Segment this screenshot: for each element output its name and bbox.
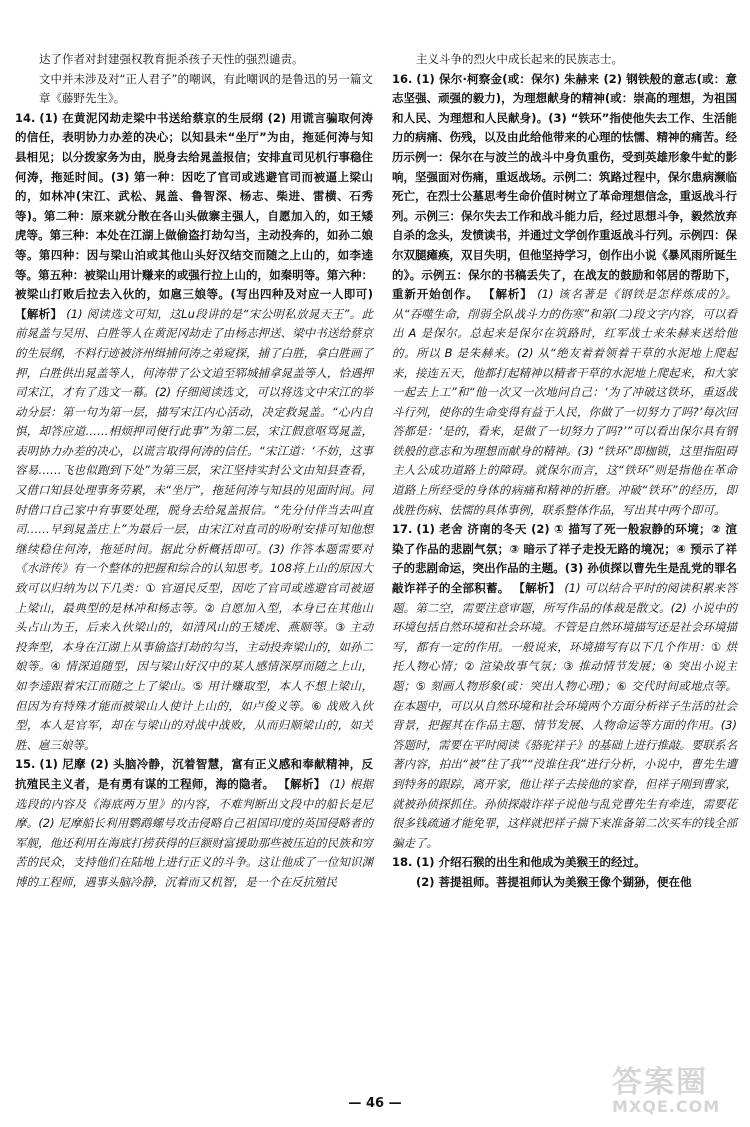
q18-tail: (2) 菩提祖师。菩提祖师认为美猴王像个猢狲，便在他 xyxy=(416,874,692,889)
analysis-text: (1) 根据选段的内容及《海底两万里》的内容，不难判断出文段中的船长是尼摩。(2) 尼摩船长利用鹦鹉螺号攻击侵略自己祖国印度的英国侵略者的军舰，他还利用在海底打捞获得的巨额财富援助那些被压迫的民族和穷苦的民众，支持他们在陆地上进行正义的斗争。这让他成了一位知识渊博的工程师，遇事头脑冷静，沉着而又机智，是一个在反抗殖民 xyxy=(15,776,374,889)
analysis-tag: 【解析】 xyxy=(278,776,326,791)
q13-tail-line-1: 达了作者对封建强权教育扼杀孩子天性的强烈谴责。 xyxy=(39,52,304,66)
answer-text: (1) 在黄泥冈劫走梁中书送给蔡京的生辰纲 (2) 用谎言骗取何涛的信任，表明协力办差的决心；以知县未“坐厅”为由，拖延何涛与知县相见；以分拨家务为由，脱身去给晁盖报信；安排直司见机行事稳住何涛，拖延时间。(3) 第一种：因吃了官司或逃避官司而被逼上梁山的，如林冲(宋江、武松、晁盖、鲁智深、杨志、柴进、雷横、石秀等)。第二种：原来就分散在各山头做寨主强人，自愿加入的，如王矮虎等。第三种：本处在江湖上做偷盗打劫勾当，主动投奔的，如孙二娘等。第四种：因与梁山泊或其他山头好汉结交而随之上山的，如李逵等。第五种：被梁山用计赚来的或强行拉上山的，如秦明等。第六种：被梁山打败后拉去入伙的，如扈三娘等。(写出四种及对应一人即可) xyxy=(15,110,374,302)
watermark-text: 答案圈 xyxy=(612,1065,708,1100)
analysis-text: (1) 阅读选文可知，这Lu段讲的是“宋公明私放晁天王”。此前晁盖与吴用、白胜等人在黄泥冈劫走了由杨志押送、梁中书送给蔡京的生辰纲，不料行迹被济州缉捕何涛之弟窥探，捕了白胜，拿白胜画了押，白胜供出晁盖等人，何涛带了公文追至郓城捕拿晁盖等人，恰遇押司宋江，才有了选文一幕。(2) 仔细阅读选文，可以将选文中宋江的举动分层：第一句为第一层，描写宋江内心活动，决定救晁盖。“心内自惧，却答应道……相烦押司便行此事”为第二层，宋江假意呕骂晁盖，表明协力办差的决心，以谎言取得何涛的信任。“宋江道：‘不妨，这事容易……飞也似跑到下处”为第三层，宋江坚持实封公文由知县查看，又借口知县处理事务劳累，未“坐厅”，拖延何涛与知县的见面时间。同时借口自己家中有事要处理，脱身去给晁盖报信。“先分付伴当去叫直司……早到晁盖庄上”为最后一层，由宋江对直司的吩咐安排可知他想继续稳住何涛，拖延时间。据此分析概括即可。(3) 作答本题需要对《水浒传》有一个整体的把握和综合的认知思考。108将上山的原因大致可以归纳为以下几类：① 官逼民反型，因吃了官司或逃避官司被逼上梁山，最典型的是林冲和杨志等。② 自愿加入型，本身已在其他山头占山为王，后来入伙梁山的，如清风山的王矮虎、燕顺等。③ 主动投奔型，本身在江湖上从事偷盗打劫的勾当，主动投奔梁山的，如孙二娘等。④ 情深追随型，因与梁山好汉中的某人感情深厚而随之上山，如李逵跟着宋江而随之上了梁山。⑤ 用计赚取型，本人不想上梁山，但因为有特殊才能而被梁山人使计上山的，如卢俊义等。⑥ 战败入伙型，本人是官军，却在与梁山的对战中战败，从而归顺梁山的，如关胜、扈三娘等。 xyxy=(15,306,374,752)
question-number: 14. xyxy=(15,110,36,125)
question-number: 15. xyxy=(15,757,36,772)
watermark-logo xyxy=(612,1067,742,1119)
analysis-text: (1) 该名著是《钢铁是怎样炼成的》。从“吞噬生命，削弱全队战斗力的伤寒”和第(二)段文字内容，可以看出 A 是保尔。总起来是保尔在筑路时，红军战士来朱赫来送给他的。所以 B 是朱赫来。(2) 从“绝友着着领着干草的水泥地上爬起来，接连五天，他都打起精神以精者干草的水泥地上爬起来，和大家一起去上工”和“他一次又一次地问自己：‘为了冲破这铁环，重返战斗行列，使你的生命变得有益于人民，你做了一切努力了吗?’每次回答都是：‘是的，看来，是做了一切努力了吗?’”可以看出保尔具有钢铁般的意志和为理想而献身的精神。(3) “铁环”即枷锁，这里指阻碍主人公成功道路上的障碍。就保尔而言，这“铁环”则是指他在革命道路上所经受的身体的病痛和精神的折磨。冲破“铁环”的经历，即战胜伤病、怯懦的具体事例，联系整体作品，写出其中两个即可。 xyxy=(392,287,737,517)
answer-text: (1) 尼摩 (2) 头脑冷静，沉着智慧，富有正义感和奉献精神，反抗殖民主义者，是有勇有谋的工程师，海的隐者。 xyxy=(15,757,374,791)
question-16 xyxy=(392,70,737,521)
q13-tail-line-2: 文中并未涉及对“正人君子”的嘲讽，有此嘲讽的是鲁迅的另一篇文章《藤野先生》。 xyxy=(39,71,373,106)
answer-text: (1) 介绍石猴的出生和他成为美猴王的经过。 xyxy=(416,855,646,870)
analysis-text: (1) 可以结合平时的阅读积累来答题。第二空，需要注意审题，所写作品的体裁是散文。(2) 小说中的环境包括自然环境和社会环境。不管是自然环境描写还是社会环境描写，都有一定的作用。一般说来，环境描写有以下几个作用：① 烘托人物心情；② 渲染故事气氛；③ 推动情节发展；④ 突出小说主题；⑤ 刻画人物形象(或：突出人物心理)；⑥ 交代时间或地点等。在本题中，可以从自然环境和社会环境两个方面分析祥子生活的社会背景，把握其在作品主题、情节发展、人物命运等方面的作用。(3) 答题时，需要在平时阅读《骆驼祥子》的基础上进行推敲。要联系名著内容，拍出“被”往了我”“没谁住我”进行分析，小说中，曹先生遭到特务的跟踪，离开家，他让祥子去接他的家眷，但祥子刚到曹家，就被孙侦探抓住。孙侦探敲诈祥子说他与乱党曹先生有牵连，需要花很多钱疏通才能免罪，这样就把祥子揣下来准备第二次买车的钱全部骗走了。 xyxy=(392,581,737,850)
watermark-url: MXQE.COM xyxy=(612,1097,721,1116)
answer-text: (1) 老舍 济南的冬天 (2) ① 描写了死一般寂静的环境；② 渲染了作品的悲剧气氛；③ 暗示了祥子走投无路的境况；④ 预示了祥子的悲剧命运，突出作品的主题。(3) 孙侦探以曹先生是乱党的罪名敲诈祥子的全部积蓄。 xyxy=(392,522,737,596)
q15-tail: 主义斗争的烈火中成长起来的民族志士。 xyxy=(416,52,623,66)
question-number: 18. xyxy=(392,855,413,870)
question-17 xyxy=(392,520,737,853)
question-18 xyxy=(392,853,737,873)
analysis-tag: 【解析】 xyxy=(513,581,561,596)
answer-text: (1) 保尔·柯察金(或：保尔) 朱赫来 (2) 钢铁般的意志(或：意志坚强、顽强的毅力)，为理想献身的精神(或：崇高的理想，为祖国和人民、为理想和人民献身)。(3) “铁环”指使他失去工作、生活能力的病痛、伤残，以及由此给他带来的心理的怯懦、精神的痛苦。经历示例一：保尔在与波兰的战斗中身负重伤，受到英雄形象牛虻的影响，坚强面对伤痛，重返战场。示例二：筑路过程中，保尔患病濒临死亡，在烈士公墓思考生命价值时树立了革命理想信念，重返战斗行列。示例三：保尔失去工作和战斗能力后，经过思想斗争，毅然放弃自杀的念头，发愤读书，并通过文学创作重返战斗行列。示例四：保尔双腿瘫痪，双目失明，但他坚持学习，创作出小说《暴风雨所诞生的》。示例五：保尔的书稿丢失了，在战友的鼓励和邻居的帮助下，重新开始创作。 xyxy=(392,71,737,302)
right-column xyxy=(392,50,737,893)
question-15 xyxy=(15,755,373,892)
analysis-tag: 【解析】 xyxy=(15,306,63,321)
question-14 xyxy=(15,109,373,756)
analysis-tag: 【解析】 xyxy=(483,287,533,302)
question-number: 17. xyxy=(392,522,413,537)
page-number: — 46 — xyxy=(348,1096,402,1111)
left-column xyxy=(15,50,373,893)
question-number: 16. xyxy=(392,71,413,86)
